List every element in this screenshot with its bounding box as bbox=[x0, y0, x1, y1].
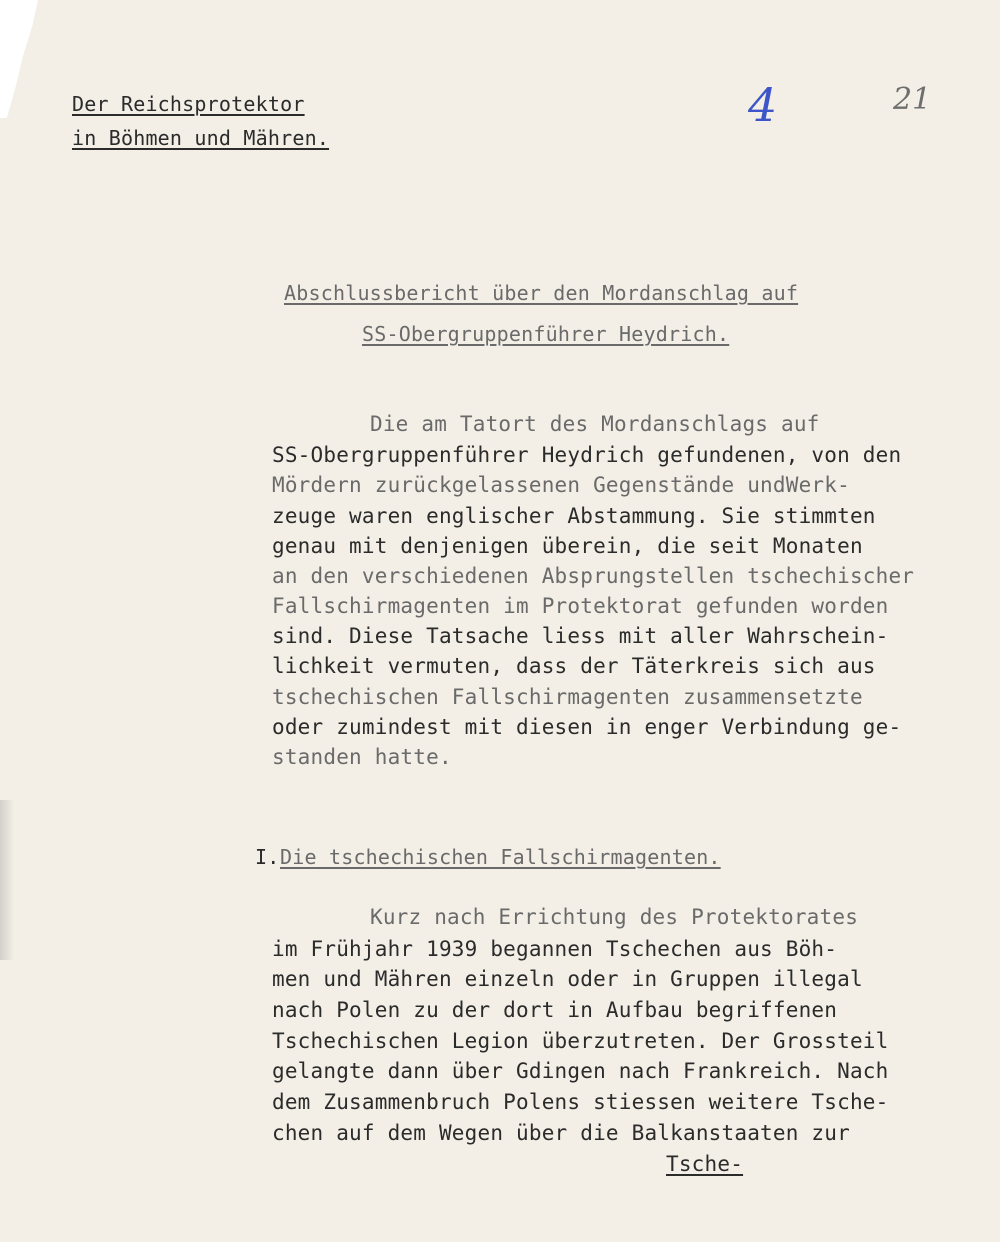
intro-line: zeuge waren englischer Abstammung. Sie stimmten bbox=[272, 504, 876, 528]
body-line: Tschechischen Legion überzutreten. Der Grossteil bbox=[272, 1029, 889, 1053]
intro-line: sind. Diese Tatsache liess mit aller Wahrschein- bbox=[272, 624, 889, 648]
body-line: nach Polen zu der dort in Aufbau begriffenen bbox=[272, 998, 838, 1022]
body-line: men und Mähren einzeln oder in Gruppen illegal bbox=[272, 967, 863, 991]
body-line: dem Zusammenbruch Polens stiessen weitere Tsche- bbox=[272, 1090, 889, 1114]
intro-line: Mördern zurückgelassenen Gegenstände undWerk- bbox=[272, 473, 850, 497]
section-heading: Die tschechischen Fallschirmagenten. bbox=[280, 845, 721, 869]
intro-line: an den verschiedenen Absprungstellen tschechischer bbox=[272, 564, 915, 588]
report-title-line-1: Abschlussbericht über den Mordanschlag auf bbox=[284, 281, 799, 305]
torn-corner bbox=[0, 0, 38, 118]
handwritten-blue-number: 4 bbox=[748, 78, 778, 132]
report-title-line-2: SS-Obergruppenführer Heydrich. bbox=[362, 322, 730, 346]
page-fold-shadow bbox=[0, 800, 14, 960]
body-line: gelangte dann über Gdingen nach Frankreich. Nach bbox=[272, 1059, 889, 1083]
body-line: chen auf dem Wegen über die Balkanstaaten zur bbox=[272, 1121, 850, 1145]
intro-line: standen hatte. bbox=[272, 745, 452, 769]
intro-line: genau mit denjenigen überein, die seit Monaten bbox=[272, 534, 863, 558]
handwritten-page-number: 21 bbox=[893, 82, 932, 117]
letterhead-line-1: Der Reichsprotektor bbox=[72, 92, 305, 116]
intro-line: Die am Tatort des Mordanschlags auf bbox=[370, 412, 820, 436]
intro-line: Fallschirmagenten im Protektorat gefunden worden bbox=[272, 594, 889, 618]
letterhead-line-2: in Böhmen und Mähren. bbox=[72, 126, 330, 150]
intro-line: lichkeit vermuten, dass der Täterkreis sich aus bbox=[272, 654, 876, 678]
intro-line: tschechischen Fallschirmagenten zusammensetzte bbox=[272, 685, 863, 709]
intro-line: oder zumindest mit diesen in enger Verbindung ge- bbox=[272, 715, 902, 739]
body-line: im Frühjahr 1939 begannen Tschechen aus Böh- bbox=[272, 937, 838, 961]
catchword: Tsche- bbox=[666, 1152, 744, 1176]
body-line: Kurz nach Errichtung des Protektorates bbox=[370, 905, 859, 929]
section-number: I. bbox=[255, 845, 280, 869]
intro-line: SS-Obergruppenführer Heydrich gefundenen, von den bbox=[272, 443, 902, 467]
